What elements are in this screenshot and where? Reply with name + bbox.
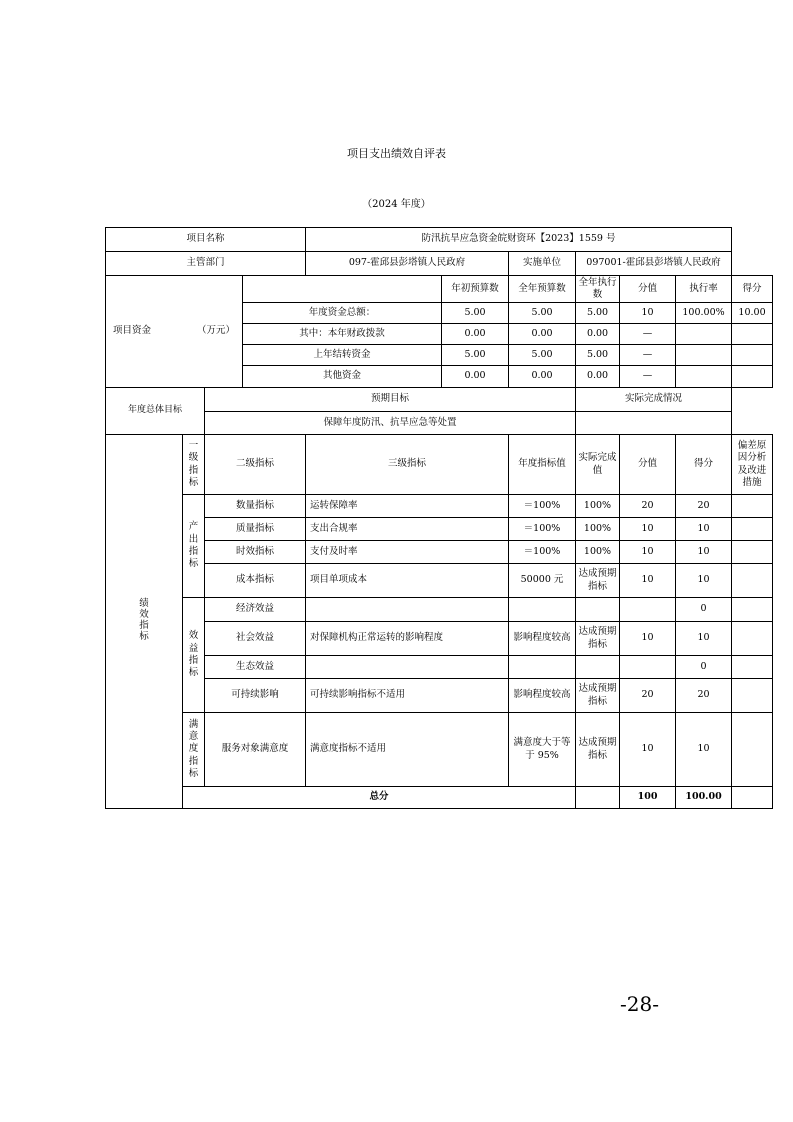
deviation xyxy=(732,518,773,541)
points: 10 xyxy=(620,564,676,598)
actual: 达成预期指标 xyxy=(576,564,620,598)
funds-cell xyxy=(732,324,773,345)
l2: 质量指标 xyxy=(205,518,306,541)
indicators-label xyxy=(106,435,183,809)
funds-label-cell xyxy=(106,276,243,388)
deviation xyxy=(732,541,773,564)
col-actual: 实际完成值 xyxy=(576,435,620,495)
target: 影响程度较高 xyxy=(509,679,576,713)
funds-cell: 10 xyxy=(620,303,676,324)
l1-benefit: 效益指标 xyxy=(183,598,205,713)
goals-expected-value: 保障年度防汛、抗旱应急等处置 xyxy=(205,412,576,435)
funds-cell: 0.00 xyxy=(576,324,620,345)
deviation xyxy=(732,622,773,656)
actual xyxy=(576,598,620,622)
actual: 达成预期指标 xyxy=(576,622,620,656)
funds-cell xyxy=(676,366,732,388)
project-name-row xyxy=(106,228,773,252)
points: 10 xyxy=(620,713,676,787)
l3: 项目单项成本 xyxy=(306,564,509,598)
funds-cell xyxy=(732,366,773,388)
project-name-label: 项目名称 xyxy=(106,228,306,252)
funds-cell: 5.00 xyxy=(576,303,620,324)
funds-col-points: 分值 xyxy=(620,276,676,303)
actual: 达成预期指标 xyxy=(576,679,620,713)
l3: 支付及时率 xyxy=(306,541,509,564)
indicator-row xyxy=(106,598,773,622)
l2: 成本指标 xyxy=(205,564,306,598)
actual: 100% xyxy=(576,495,620,518)
funds-header-row xyxy=(106,276,773,303)
score: 0 xyxy=(676,656,732,679)
actual: 达成预期指标 xyxy=(576,713,620,787)
deviation xyxy=(732,656,773,679)
funds-row-label: 年度资金总额： xyxy=(243,303,442,324)
total-blank xyxy=(576,787,620,809)
funds-cell: 5.00 xyxy=(442,345,509,366)
page-number: -28- xyxy=(620,992,659,1016)
total-row xyxy=(106,787,773,809)
col-score: 得分 xyxy=(676,435,732,495)
l2: 生态效益 xyxy=(205,656,306,679)
indicators-label-text: 绩效指标 xyxy=(139,598,149,643)
funds-col-executed: 全年执行数 xyxy=(576,276,620,303)
points: 10 xyxy=(620,518,676,541)
funds-cell: 0.00 xyxy=(442,324,509,345)
indicator-row xyxy=(106,679,773,713)
funds-cell: 100.00% xyxy=(676,303,732,324)
target: ＝100% xyxy=(509,518,576,541)
l2: 可持续影响 xyxy=(205,679,306,713)
l1-satisfaction: 满意度指标 xyxy=(183,713,205,787)
funds-row-label: 其他资金 xyxy=(243,366,442,388)
l3: 支出合规率 xyxy=(306,518,509,541)
points xyxy=(620,656,676,679)
deviation xyxy=(732,495,773,518)
actual: 100% xyxy=(576,541,620,564)
col-target: 年度指标值 xyxy=(509,435,576,495)
points: 20 xyxy=(620,679,676,713)
l2: 服务对象满意度 xyxy=(205,713,306,787)
funds-label: 项目资金 xyxy=(112,325,151,337)
department-row xyxy=(106,252,773,276)
target xyxy=(509,598,576,622)
l2: 数量指标 xyxy=(205,495,306,518)
dept-label: 主管部门 xyxy=(106,252,306,276)
target: ＝100% xyxy=(509,495,576,518)
funds-cell: — xyxy=(620,324,676,345)
doc-year: （2024 年度） xyxy=(362,199,431,210)
dept-value: 097-霍邱县彭塔镇人民政府 xyxy=(306,252,509,276)
indicator-row xyxy=(106,518,773,541)
funds-cell xyxy=(676,345,732,366)
funds-cell: 0.00 xyxy=(576,366,620,388)
funds-cell xyxy=(732,345,773,366)
goals-label: 年度总体目标 xyxy=(106,388,205,435)
score: 10 xyxy=(676,541,732,564)
indicator-row xyxy=(106,656,773,679)
funds-col-initial: 年初预算数 xyxy=(442,276,509,303)
funds-cell: 5.00 xyxy=(576,345,620,366)
col-deviation: 偏差原因分析及改进措施 xyxy=(732,435,773,495)
l3: 对保障机构正常运转的影响程度 xyxy=(306,622,509,656)
l3 xyxy=(306,656,509,679)
target: ＝100% xyxy=(509,541,576,564)
total-deviation xyxy=(732,787,773,809)
funds-row-label: 上年结转资金 xyxy=(243,345,442,366)
funds-cell: 0.00 xyxy=(509,324,576,345)
l3: 可持续影响指标不适用 xyxy=(306,679,509,713)
funds-cell: 5.00 xyxy=(509,303,576,324)
l2: 经济效益 xyxy=(205,598,306,622)
target: 满意度大于等于 95% xyxy=(509,713,576,787)
goals-header-row xyxy=(106,388,773,412)
project-name-value: 防汛抗旱应急资金皖财资环【2023】1559 号 xyxy=(306,228,732,252)
funds-col-score: 得分 xyxy=(732,276,773,303)
doc-title: 项目支出绩效自评表 xyxy=(347,147,446,160)
funds-cell: — xyxy=(620,366,676,388)
deviation xyxy=(732,598,773,622)
funds-row-label: 其中：本年财政拨款 xyxy=(243,324,442,345)
score: 10 xyxy=(676,713,732,787)
l3 xyxy=(306,598,509,622)
unit-label: 实施单位 xyxy=(509,252,576,276)
points xyxy=(620,598,676,622)
score: 0 xyxy=(676,598,732,622)
total-points: 100 xyxy=(620,787,676,809)
goals-actual-label: 实际完成情况 xyxy=(576,388,732,412)
funds-cell: 5.00 xyxy=(509,345,576,366)
funds-unit: （万元） xyxy=(197,325,236,337)
target: 50000 元 xyxy=(509,564,576,598)
col-l3: 三级指标 xyxy=(306,435,509,495)
performance-evaluation-table xyxy=(105,227,773,809)
actual: 100% xyxy=(576,518,620,541)
score: 10 xyxy=(676,564,732,598)
total-label: 总分 xyxy=(183,787,576,809)
total-score: 100.00 xyxy=(676,787,732,809)
deviation xyxy=(732,564,773,598)
goals-row xyxy=(106,412,773,435)
score: 10 xyxy=(676,518,732,541)
funds-col-annual: 全年预算数 xyxy=(509,276,576,303)
deviation xyxy=(732,713,773,787)
target xyxy=(509,656,576,679)
target: 影响程度较高 xyxy=(509,622,576,656)
points: 20 xyxy=(620,495,676,518)
deviation xyxy=(732,679,773,713)
goals-expected-label: 预期目标 xyxy=(205,388,576,412)
l3: 满意度指标不适用 xyxy=(306,713,509,787)
points: 10 xyxy=(620,541,676,564)
col-l2: 二级指标 xyxy=(205,435,306,495)
score: 10 xyxy=(676,622,732,656)
funds-cell: 10.00 xyxy=(732,303,773,324)
l2: 时效指标 xyxy=(205,541,306,564)
indicator-row xyxy=(106,495,773,518)
indicator-row xyxy=(106,541,773,564)
indicator-row xyxy=(106,713,773,787)
funds-cell: 0.00 xyxy=(509,366,576,388)
indicators-header-row xyxy=(106,435,773,495)
l2: 社会效益 xyxy=(205,622,306,656)
funds-cell: — xyxy=(620,345,676,366)
score: 20 xyxy=(676,495,732,518)
l3: 运转保障率 xyxy=(306,495,509,518)
goals-actual-value xyxy=(576,412,732,435)
col-points: 分值 xyxy=(620,435,676,495)
unit-value: 097001-霍邱县彭塔镇人民政府 xyxy=(576,252,732,276)
indicator-row xyxy=(106,622,773,656)
l1-output: 产出指标 xyxy=(183,495,205,598)
funds-cell xyxy=(676,324,732,345)
funds-cell: 0.00 xyxy=(442,366,509,388)
funds-header-blank xyxy=(243,276,442,303)
actual xyxy=(576,656,620,679)
funds-cell: 5.00 xyxy=(442,303,509,324)
col-l1: 一级指标 xyxy=(183,435,205,495)
points: 10 xyxy=(620,622,676,656)
indicator-row xyxy=(106,564,773,598)
score: 20 xyxy=(676,679,732,713)
funds-col-rate: 执行率 xyxy=(676,276,732,303)
